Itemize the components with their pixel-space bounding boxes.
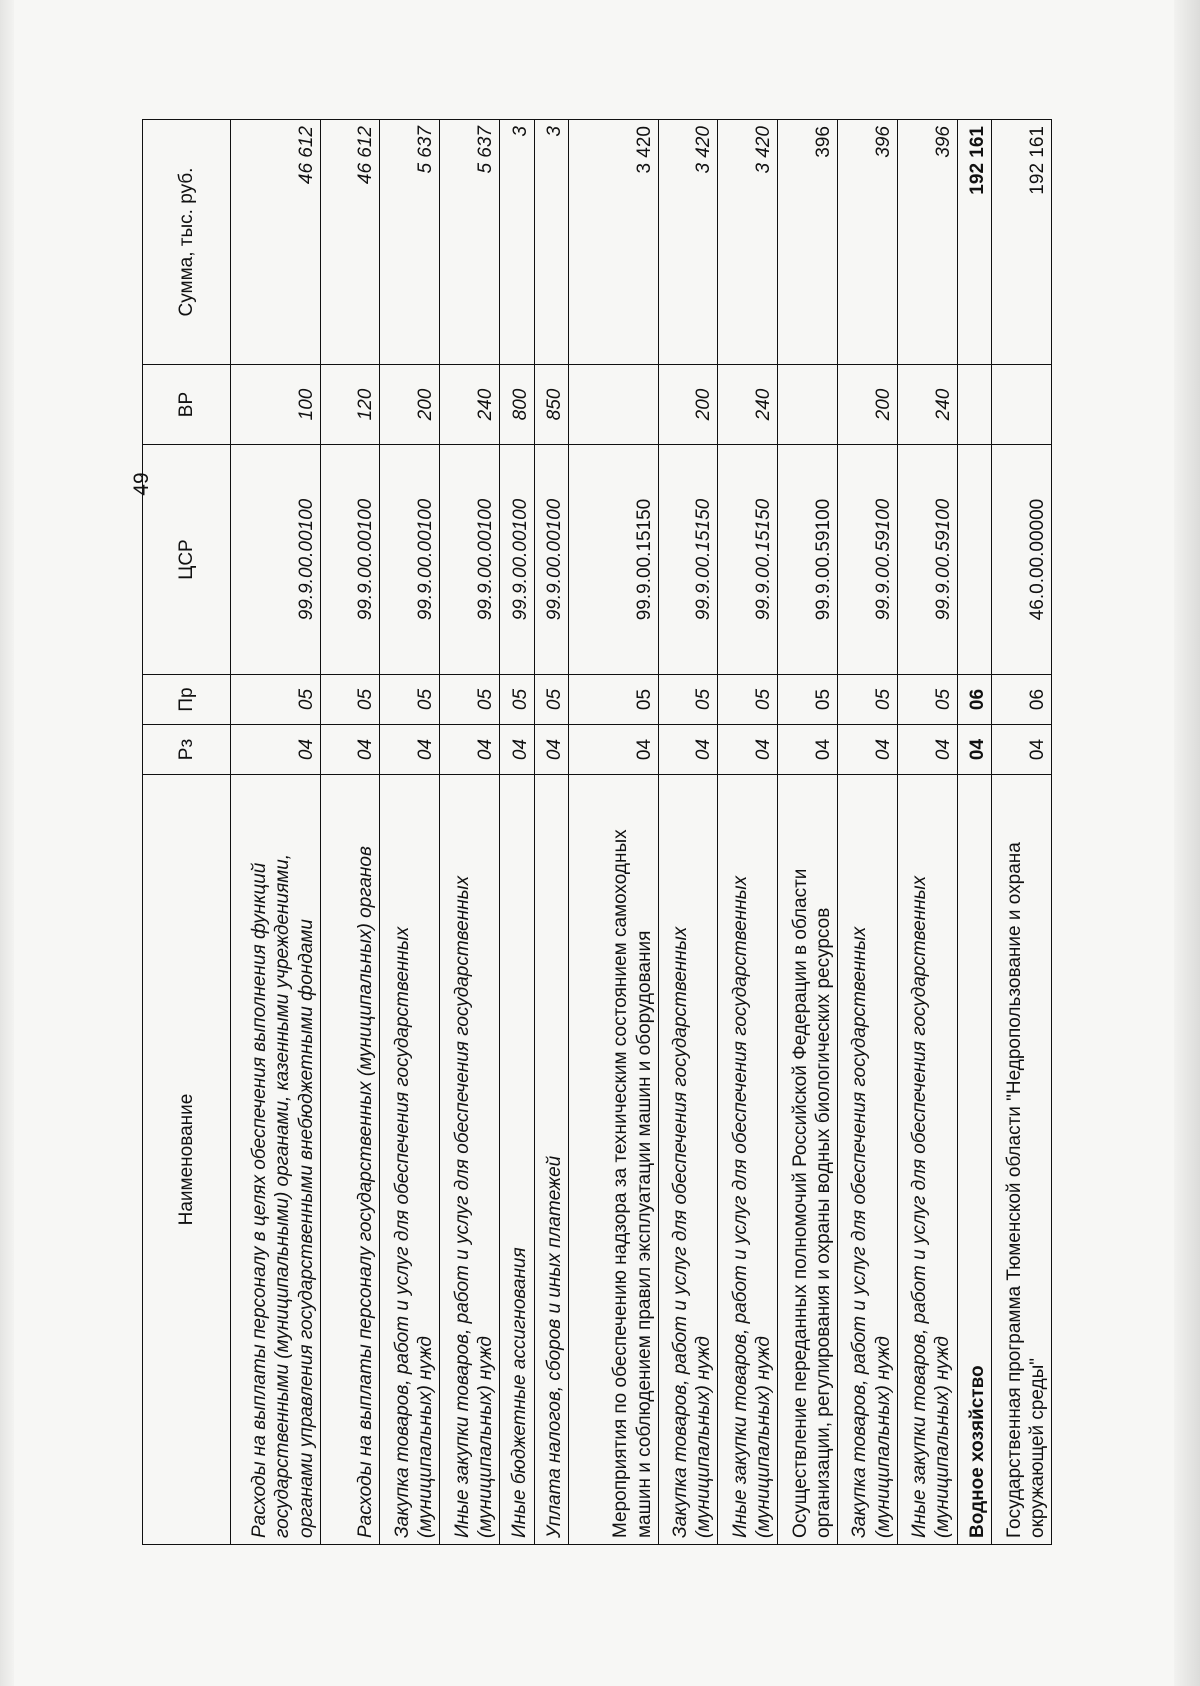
row-pr: 05	[500, 675, 534, 725]
header-name: Наименование	[143, 775, 231, 1545]
row-rz: 04	[440, 725, 500, 775]
row-csr	[957, 445, 991, 675]
row-vr	[778, 365, 838, 445]
row-rz: 04	[534, 725, 568, 775]
table-row	[957, 120, 991, 1545]
row-rz: 04	[778, 725, 838, 775]
row-pr: 05	[320, 675, 380, 725]
table-row	[569, 120, 659, 1545]
row-name: Расходы на выплаты персоналу государственных (муниципальных) органов	[320, 775, 380, 1545]
row-csr: 99.9.00.00100	[440, 445, 500, 675]
row-sum: 46 612	[320, 120, 380, 365]
row-sum: 5 637	[380, 120, 440, 365]
row-sum: 396	[838, 120, 898, 365]
row-sum: 3 420	[569, 120, 659, 365]
table-row	[778, 120, 838, 1545]
row-pr: 05	[380, 675, 440, 725]
row-csr: 99.9.00.00100	[231, 445, 321, 675]
row-rz: 04	[320, 725, 380, 775]
row-name: Закупка товаров, работ и услуг для обеспечения государственных (муниципальных) нужд	[658, 775, 718, 1545]
row-vr: 240	[718, 365, 778, 445]
table-header-row	[143, 120, 231, 1545]
table-row	[320, 120, 380, 1545]
table-row	[231, 120, 321, 1545]
row-rz: 04	[957, 725, 991, 775]
row-csr: 99.9.00.59100	[897, 445, 957, 675]
budget-table-container	[142, 120, 1052, 1545]
header-pr: Пр	[143, 675, 231, 725]
scan-edge-right	[1174, 0, 1200, 1686]
row-rz: 04	[718, 725, 778, 775]
row-name: Уплата налогов, сборов и иных платежей	[534, 775, 568, 1545]
row-pr: 05	[569, 675, 659, 725]
row-csr: 99.9.00.00100	[500, 445, 534, 675]
row-csr: 99.9.00.00100	[534, 445, 568, 675]
row-name: Закупка товаров, работ и услуг для обеспечения государственных (муниципальных) нужд	[838, 775, 898, 1545]
row-csr: 99.9.00.59100	[778, 445, 838, 675]
row-pr: 05	[534, 675, 568, 725]
row-sum: 3 420	[718, 120, 778, 365]
row-sum: 3 420	[658, 120, 718, 365]
header-sum: Сумма, тыс. руб.	[143, 120, 231, 365]
row-name: Иные закупки товаров, работ и услуг для обеспечения государственных (муниципальных) нужд	[897, 775, 957, 1545]
header-rz: Рз	[143, 725, 231, 775]
row-pr: 05	[838, 675, 898, 725]
row-vr	[992, 365, 1052, 445]
row-csr: 99.9.00.15150	[569, 445, 659, 675]
table-row	[534, 120, 568, 1545]
table-row	[440, 120, 500, 1545]
row-rz: 04	[231, 725, 321, 775]
row-sum: 5 637	[440, 120, 500, 365]
row-vr	[569, 365, 659, 445]
row-name: Расходы на выплаты персоналу в целях обеспечения выполнения функций государственными (муниципальными) органами, казенными учреждениями, органами управления государственными внебюджетными фондами	[231, 775, 321, 1545]
row-vr: 120	[320, 365, 380, 445]
row-vr: 240	[440, 365, 500, 445]
row-csr: 46.0.00.00000	[992, 445, 1052, 675]
row-name: Государственная программа Тюменской области "Недропользование и охрана окружающей среды"	[992, 775, 1052, 1545]
row-vr: 800	[500, 365, 534, 445]
row-vr: 200	[658, 365, 718, 445]
table-row	[718, 120, 778, 1545]
row-csr: 99.9.00.15150	[658, 445, 718, 675]
row-pr: 06	[992, 675, 1052, 725]
row-pr: 05	[231, 675, 321, 725]
row-sum: 192 161	[992, 120, 1052, 365]
row-rz: 04	[897, 725, 957, 775]
row-sum: 46 612	[231, 120, 321, 365]
row-sum: 396	[897, 120, 957, 365]
table-row	[897, 120, 957, 1545]
row-pr: 05	[718, 675, 778, 725]
row-vr	[957, 365, 991, 445]
table-row	[838, 120, 898, 1545]
row-vr: 240	[897, 365, 957, 445]
row-sum: 3	[534, 120, 568, 365]
row-rz: 04	[500, 725, 534, 775]
row-vr: 100	[231, 365, 321, 445]
row-rz: 04	[380, 725, 440, 775]
row-rz: 04	[658, 725, 718, 775]
row-csr: 99.9.00.00100	[380, 445, 440, 675]
table-body	[231, 120, 1052, 1545]
rotated-table-frame	[142, 120, 1052, 1545]
scan-edge-left	[0, 0, 14, 1686]
row-name: Иные закупки товаров, работ и услуг для обеспечения государственных (муниципальных) нужд	[440, 775, 500, 1545]
row-name: Иные закупки товаров, работ и услуг для обеспечения государственных (муниципальных) нужд	[718, 775, 778, 1545]
row-name: Мероприятия по обеспечению надзора за техническим состоянием самоходных машин и соблюдением правил эксплуатации машин и оборудования	[569, 775, 659, 1545]
row-pr: 05	[897, 675, 957, 725]
table-row	[658, 120, 718, 1545]
row-name: Осуществление переданных полномочий Российской Федерации в области организации, регулирования и охраны водных биологических ресурсов	[778, 775, 838, 1545]
table-row	[500, 120, 534, 1545]
budget-table	[142, 119, 1052, 1545]
row-rz: 04	[569, 725, 659, 775]
table-row	[380, 120, 440, 1545]
header-csr: ЦСР	[143, 445, 231, 675]
row-sum: 396	[778, 120, 838, 365]
row-pr: 05	[658, 675, 718, 725]
row-vr: 850	[534, 365, 568, 445]
row-rz: 04	[838, 725, 898, 775]
header-vr: ВР	[143, 365, 231, 445]
row-pr: 05	[778, 675, 838, 725]
row-name: Закупка товаров, работ и услуг для обеспечения государственных (муниципальных) нужд	[380, 775, 440, 1545]
row-vr: 200	[380, 365, 440, 445]
row-csr: 99.9.00.59100	[838, 445, 898, 675]
row-csr: 99.9.00.00100	[320, 445, 380, 675]
row-csr: 99.9.00.15150	[718, 445, 778, 675]
row-pr: 06	[957, 675, 991, 725]
row-pr: 05	[440, 675, 500, 725]
row-sum: 3	[500, 120, 534, 365]
page-number: 49	[130, 472, 153, 496]
row-name: Водное хозяйство	[957, 775, 991, 1545]
row-name: Иные бюджетные ассигнования	[500, 775, 534, 1545]
row-rz: 04	[992, 725, 1052, 775]
row-vr: 200	[838, 365, 898, 445]
row-sum: 192 161	[957, 120, 991, 365]
table-row	[992, 120, 1052, 1545]
